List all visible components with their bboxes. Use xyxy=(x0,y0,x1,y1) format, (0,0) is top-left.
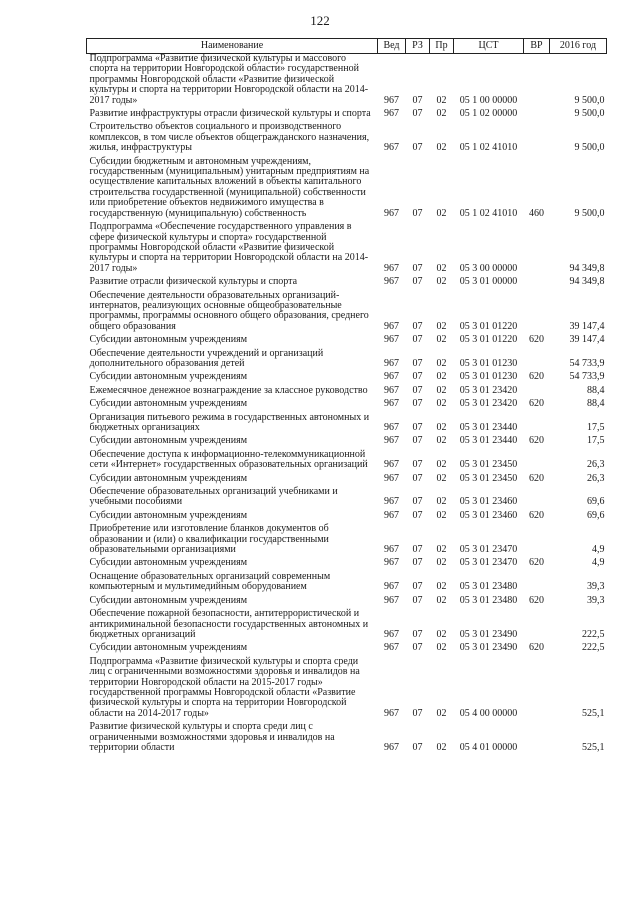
budget-table xyxy=(86,38,607,756)
row-ved: 967 xyxy=(384,741,399,753)
row-ved: 967 xyxy=(384,422,399,433)
row-amount: 39 147,4 xyxy=(569,320,605,332)
row-ved: 967 xyxy=(384,459,399,471)
row-amount: 39,3 xyxy=(587,594,605,606)
row-vr xyxy=(524,349,550,373)
row-cst: 05 3 01 23420 xyxy=(459,398,518,410)
row-cst: 05 3 01 23420 xyxy=(459,384,518,396)
page-number: 122 xyxy=(310,13,330,28)
row-pr: 02 xyxy=(436,594,447,606)
row-name: Развитие инфраструктуры отрасли физической культуры и спорта xyxy=(89,108,371,120)
row-pr: 02 xyxy=(436,435,447,447)
row-amount: 88,4 xyxy=(587,384,605,396)
row-amount: 26,3 xyxy=(587,459,605,471)
row-amount: 39 147,4 xyxy=(569,334,605,346)
row-name: Субсидии автономным учреждениям xyxy=(89,642,248,654)
table-row xyxy=(87,386,607,399)
column-header-ved: Вед xyxy=(378,39,406,54)
table-row xyxy=(87,109,607,122)
row-cst: 05 3 01 23440 xyxy=(459,422,518,433)
row-name: Развитие физической культуры и спорта среди лиц с ограниченными возможностями здоровья и инвалидов на территории области xyxy=(89,721,335,753)
row-name: Подпрограмма «Обеспечение государственного управления в сфере физической культуры и спорта» государственной программы Новгородской области «Развитие физической культуры и спорта на территории Новгородской области на 2014-2017 годы» xyxy=(89,221,369,274)
row-vr: 620 xyxy=(529,642,544,654)
table-row xyxy=(87,722,607,756)
row-vr: 620 xyxy=(529,472,544,484)
row-rz: 07 xyxy=(412,435,423,447)
row-vr xyxy=(524,572,550,596)
row-name: Субсидии автономным учреждениям xyxy=(89,371,248,383)
table-row xyxy=(87,291,607,336)
row-rz: 07 xyxy=(412,371,423,383)
row-cst: 05 3 01 01230 xyxy=(459,371,518,383)
table-row xyxy=(87,349,607,373)
row-amount: 222,5 xyxy=(582,642,605,654)
row-pr: 02 xyxy=(436,262,447,274)
row-cst: 05 4 00 00000 xyxy=(459,707,518,719)
row-rz: 07 xyxy=(412,320,423,332)
row-vr xyxy=(524,524,550,558)
table-row xyxy=(87,657,607,722)
row-amount: 4,9 xyxy=(592,544,605,556)
row-pr: 02 xyxy=(436,94,447,106)
row-cst: 05 4 01 00000 xyxy=(459,741,518,753)
row-vr xyxy=(524,54,550,110)
table-row xyxy=(87,474,607,487)
row-name: Обеспечение деятельности учреждений и организаций дополнительного образования детей xyxy=(89,347,324,369)
row-rz: 07 xyxy=(412,741,423,753)
row-rz: 07 xyxy=(412,398,423,410)
row-pr: 02 xyxy=(436,276,447,288)
row-pr: 02 xyxy=(436,357,447,369)
row-rz: 07 xyxy=(412,594,423,606)
row-name: Оснащение образовательных организаций современным компьютерным и мультимедийным оборудованием xyxy=(89,570,331,593)
row-rz: 07 xyxy=(412,581,423,593)
row-amount: 525,1 xyxy=(582,741,605,753)
row-pr: 02 xyxy=(436,509,447,521)
row-rz: 07 xyxy=(412,496,423,508)
row-amount: 69,6 xyxy=(587,496,605,508)
row-rz: 07 xyxy=(412,357,423,369)
row-ved: 967 xyxy=(384,472,399,484)
table-row xyxy=(87,524,607,558)
row-vr xyxy=(524,386,550,399)
row-pr: 02 xyxy=(436,334,447,346)
row-vr: 620 xyxy=(529,435,544,447)
row-name: Подпрограмма «Развитие физической культуры и массового спорта на территории Новгородской области» государственной программы Новгородской области «Развитие физической культуры и спорта на территории Новгородской области на 2014-2017 годы» xyxy=(89,53,369,106)
row-amount: 9 500,0 xyxy=(574,108,605,120)
row-cst: 05 3 01 23470 xyxy=(459,544,518,556)
row-name: Субсидии автономным учреждениям xyxy=(89,509,248,521)
row-pr: 02 xyxy=(436,459,447,471)
row-pr: 02 xyxy=(436,544,447,556)
row-rz: 07 xyxy=(412,557,423,569)
row-cst: 05 3 01 23490 xyxy=(459,642,518,654)
column-header-rz: РЗ xyxy=(406,39,430,54)
row-rz: 07 xyxy=(412,142,423,154)
row-vr: 620 xyxy=(529,594,544,606)
table-row xyxy=(87,413,607,437)
table-row xyxy=(87,157,607,222)
row-vr: 460 xyxy=(529,207,544,219)
row-amount: 9 500,0 xyxy=(574,94,605,106)
row-ved: 967 xyxy=(384,509,399,521)
row-name: Субсидии автономным учреждениям xyxy=(89,435,248,447)
row-vr xyxy=(524,413,550,437)
row-ved: 967 xyxy=(384,642,399,654)
row-rz: 07 xyxy=(412,422,423,433)
column-header-name: Наименование xyxy=(87,39,378,54)
row-pr: 02 xyxy=(436,207,447,219)
row-cst: 05 1 02 00000 xyxy=(459,108,518,120)
row-ved: 967 xyxy=(384,628,399,640)
table-row xyxy=(87,54,607,110)
row-pr: 02 xyxy=(436,642,447,654)
row-name: Обеспечение пожарной безопасности, антитеррористической и антикриминальной безопасности государственных автономных и бюджетных организаций xyxy=(89,608,369,640)
row-vr xyxy=(524,450,550,474)
row-cst: 05 3 01 00000 xyxy=(459,276,518,288)
row-cst: 05 3 01 23480 xyxy=(459,594,518,606)
row-pr: 02 xyxy=(436,320,447,332)
row-rz: 07 xyxy=(412,334,423,346)
table-row xyxy=(87,122,607,156)
row-pr: 02 xyxy=(436,581,447,593)
row-amount: 69,6 xyxy=(587,509,605,521)
row-amount: 222,5 xyxy=(582,628,605,640)
column-header-year: 2016 год xyxy=(550,39,607,54)
table-row xyxy=(87,277,607,290)
row-vr xyxy=(524,122,550,156)
row-vr: 620 xyxy=(529,398,544,410)
row-amount: 9 500,0 xyxy=(574,207,605,219)
row-rz: 07 xyxy=(412,384,423,396)
row-pr: 02 xyxy=(436,707,447,719)
row-ved: 967 xyxy=(384,594,399,606)
row-cst: 05 3 01 23470 xyxy=(459,557,518,569)
row-rz: 07 xyxy=(412,544,423,556)
row-ved: 967 xyxy=(384,276,399,288)
row-ved: 967 xyxy=(384,371,399,383)
row-name: Обеспечение доступа к информационно-телекоммуникационной сети «Интернет» государственных образовательных организаций xyxy=(89,448,368,471)
row-vr xyxy=(524,222,550,277)
row-pr: 02 xyxy=(436,398,447,410)
row-ved: 967 xyxy=(384,334,399,346)
row-amount: 17,5 xyxy=(587,422,605,433)
row-amount: 4,9 xyxy=(592,557,605,569)
row-vr xyxy=(524,722,550,756)
table-row xyxy=(87,572,607,596)
row-ved: 967 xyxy=(384,384,399,396)
row-amount: 94 349,8 xyxy=(569,262,605,274)
row-ved: 967 xyxy=(384,320,399,332)
row-pr: 02 xyxy=(436,472,447,484)
row-cst: 05 3 01 01220 xyxy=(459,320,518,332)
row-rz: 07 xyxy=(412,707,423,719)
row-amount: 54 733,9 xyxy=(569,357,605,369)
row-rz: 07 xyxy=(412,459,423,471)
table-row xyxy=(87,596,607,609)
row-amount: 17,5 xyxy=(587,435,605,447)
row-vr xyxy=(524,609,550,643)
row-amount: 39,3 xyxy=(587,581,605,593)
row-pr: 02 xyxy=(436,108,447,120)
row-amount: 94 349,8 xyxy=(569,276,605,288)
row-cst: 05 1 00 00000 xyxy=(459,94,518,106)
table-row xyxy=(87,450,607,474)
row-vr: 620 xyxy=(529,334,544,346)
table-row xyxy=(87,511,607,524)
row-pr: 02 xyxy=(436,496,447,508)
table-row xyxy=(87,372,607,385)
row-ved: 967 xyxy=(384,581,399,593)
row-cst: 05 3 01 01220 xyxy=(459,334,518,346)
row-name: Субсидии бюджетным и автономным учреждениям, государственным (муниципальным) унитарным предприятиям на осуществление капитальных вложений в объекты капитального строительства государственной (муниципальной) собственности или приобретение объектов недвижимого имущества в государственную (муниципальную) собственность xyxy=(89,155,370,219)
row-amount: 26,3 xyxy=(587,472,605,484)
row-pr: 02 xyxy=(436,422,447,433)
row-name: Обеспечение образовательных организаций учебниками и учебными пособиями xyxy=(89,486,338,508)
row-rz: 07 xyxy=(412,94,423,106)
row-amount: 525,1 xyxy=(582,707,605,719)
row-name: Подпрограмма «Развитие физической культуры и спорта среди лиц с ограниченными возможностями здоровья и инвалидов на территории Новгородской области на 2015-2017 годы» государственной программы Новгородской области «Развитие физической культуры и спорта на территории Новгородской области на 2014-2017 годы» xyxy=(89,655,360,719)
row-name: Развитие отрасли физической культуры и спорта xyxy=(89,276,298,288)
row-rz: 07 xyxy=(412,509,423,521)
row-name: Субсидии автономным учреждениям xyxy=(89,334,248,346)
row-name: Ежемесячное денежное вознаграждение за классное руководство xyxy=(89,384,368,396)
row-cst: 05 1 02 41010 xyxy=(459,207,518,219)
row-cst: 05 3 01 23450 xyxy=(459,472,518,484)
row-vr xyxy=(524,109,550,122)
row-vr xyxy=(524,277,550,290)
row-vr xyxy=(524,657,550,722)
row-cst: 05 3 01 23480 xyxy=(459,581,518,593)
table-row xyxy=(87,222,607,277)
row-rz: 07 xyxy=(412,472,423,484)
row-name: Субсидии автономным учреждениям xyxy=(89,557,248,569)
row-name: Приобретение или изготовление бланков документов об образовании и (или) о квалификации государственными образовательными организациями xyxy=(89,523,329,556)
row-vr xyxy=(524,487,550,511)
row-rz: 07 xyxy=(412,262,423,274)
row-pr: 02 xyxy=(436,557,447,569)
row-rz: 07 xyxy=(412,276,423,288)
row-ved: 967 xyxy=(384,435,399,447)
row-cst: 05 1 02 41010 xyxy=(459,142,518,154)
row-pr: 02 xyxy=(436,142,447,154)
row-vr: 620 xyxy=(529,371,544,383)
table-body xyxy=(87,54,607,757)
table-row xyxy=(87,643,607,656)
row-name: Субсидии автономным учреждениям xyxy=(89,398,248,410)
row-ved: 967 xyxy=(384,262,399,274)
row-amount: 9 500,0 xyxy=(574,142,605,154)
row-cst: 05 3 01 23450 xyxy=(459,459,518,471)
row-ved: 967 xyxy=(384,496,399,508)
row-rz: 07 xyxy=(412,108,423,120)
row-cst: 05 3 01 23490 xyxy=(459,628,518,640)
column-header-cst: ЦСТ xyxy=(454,39,524,54)
row-pr: 02 xyxy=(436,384,447,396)
row-ved: 967 xyxy=(384,357,399,369)
table-row xyxy=(87,558,607,571)
column-header-vr: ВР xyxy=(524,39,550,54)
row-pr: 02 xyxy=(436,628,447,640)
row-rz: 07 xyxy=(412,628,423,640)
table-row xyxy=(87,335,607,348)
row-ved: 967 xyxy=(384,108,399,120)
table-header xyxy=(87,39,607,54)
row-ved: 967 xyxy=(384,557,399,569)
row-rz: 07 xyxy=(412,642,423,654)
row-vr: 620 xyxy=(529,509,544,521)
row-cst: 05 3 01 23460 xyxy=(459,509,518,521)
row-amount: 54 733,9 xyxy=(569,371,605,383)
row-name: Строительство объектов социального и производственного комплексов, в том числе объектов общегражданского назначения, жилья, инфраструктуры xyxy=(89,121,370,154)
row-vr: 620 xyxy=(529,557,544,569)
row-cst: 05 3 01 01230 xyxy=(459,357,518,369)
row-ved: 967 xyxy=(384,398,399,410)
row-rz: 07 xyxy=(412,207,423,219)
row-cst: 05 3 01 23460 xyxy=(459,496,518,508)
table-row xyxy=(87,609,607,643)
row-name: Обеспечение деятельности образовательных организаций-интернатов, реализующих основные общеобразовательные программы, программы основного общего образования, среднего общего образования xyxy=(89,289,369,332)
row-name: Субсидии автономным учреждениям xyxy=(89,594,248,606)
row-ved: 967 xyxy=(384,707,399,719)
row-ved: 967 xyxy=(384,207,399,219)
table-row xyxy=(87,399,607,412)
row-pr: 02 xyxy=(436,371,447,383)
table-row xyxy=(87,487,607,511)
table-row xyxy=(87,436,607,449)
column-header-pr: Пр xyxy=(430,39,454,54)
row-cst: 05 3 01 23440 xyxy=(459,435,518,447)
row-ved: 967 xyxy=(384,544,399,556)
row-ved: 967 xyxy=(384,94,399,106)
row-vr xyxy=(524,291,550,336)
row-pr: 02 xyxy=(436,741,447,753)
row-name: Субсидии автономным учреждениям xyxy=(89,472,248,484)
row-amount: 88,4 xyxy=(587,398,605,410)
row-ved: 967 xyxy=(384,142,399,154)
row-cst: 05 3 00 00000 xyxy=(459,262,518,274)
row-name: Организация питьевого режима в государственных автономных и бюджетных организациях xyxy=(89,411,370,433)
